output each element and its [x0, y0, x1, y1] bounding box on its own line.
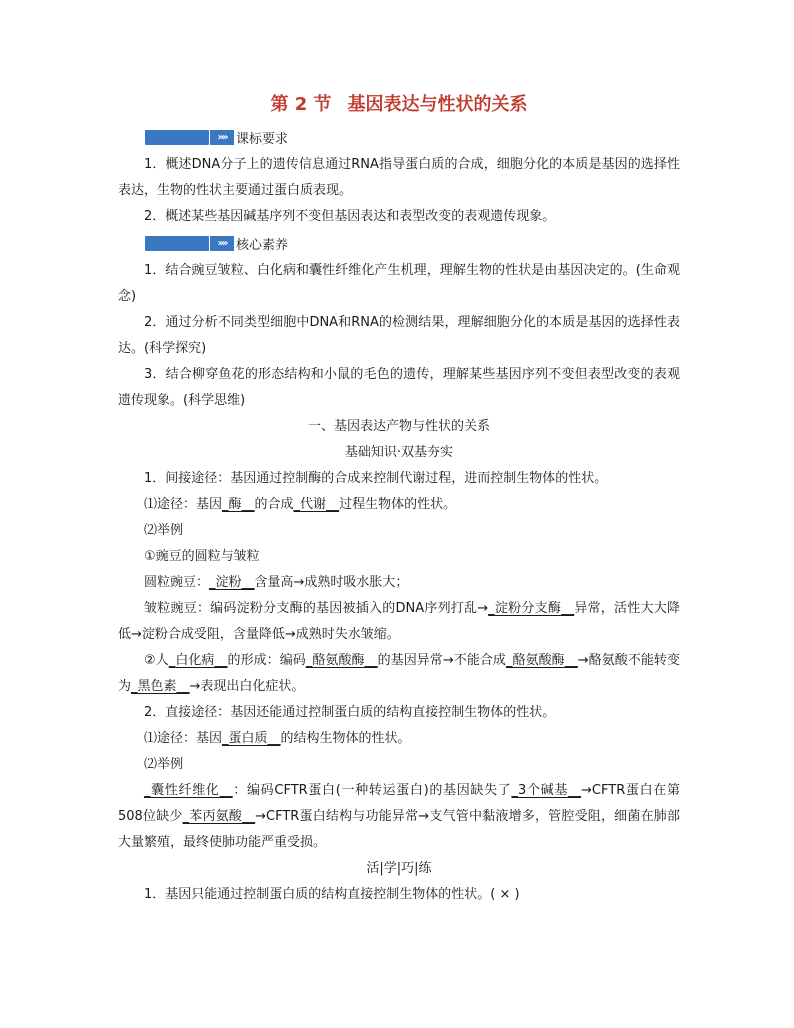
requirement-item: 1．概述DNA分子上的遗传信息通过RNA指导蛋白质的合成，细胞分化的本质是基因的选择性表达，生物的性状主要通过蛋白质表现。: [118, 157, 680, 198]
blank-answer: _酪氨酸酶__: [305, 653, 378, 668]
direct-pathway-heading: 2．直接途径：基因还能通过控制蛋白质的结构直接控制生物体的性状。: [144, 705, 556, 720]
double-chevron-icon: »»: [210, 236, 234, 251]
blank-answer: _酪氨酸酶__: [505, 653, 578, 668]
section-number: 第 2 节: [270, 94, 332, 115]
practice-heading: 活|学|巧|练: [366, 861, 432, 876]
blank-answer: _黑色素__: [131, 679, 190, 694]
text-line: ⑵举例: [144, 523, 184, 538]
text-line: ①豌豆的圆粒与皱粒: [144, 549, 260, 564]
banner-bar: [145, 236, 209, 251]
blank-answer: _酶__: [222, 497, 255, 512]
literacy-item: 3．结合柳穿鱼花的形态结构和小鼠的毛色的遗传，理解某些基因序列不变但表型改变的表观遗传现象。(科学思维): [118, 367, 680, 408]
basic-knowledge-heading: 基础知识·双基夯实: [344, 445, 454, 460]
blank-answer: _囊性纤维化__: [144, 783, 233, 798]
blank-answer: _淀粉分支酶__: [488, 601, 575, 616]
text-line: 皱粒豌豆：编码淀粉分支酶的基因被插入的DNA序列打乱→_淀粉分支酶__异常，活性大大降低→淀粉合成受阻，含量降低→成熟时失水皱缩。: [118, 601, 680, 642]
document-content: [118, 92, 680, 908]
text-line: ⑵举例: [144, 757, 184, 772]
section-title-text: 基因表达与性状的关系: [347, 94, 528, 115]
core-literacy-banner: [145, 233, 680, 253]
banner-label: 核心素养: [236, 237, 289, 253]
banner-bar: [145, 130, 209, 145]
blank-answer: _3个碱基__: [511, 783, 582, 798]
requirement-item: 2．概述某些基因碱基序列不变但基因表达和表型改变的表观遗传现象。: [144, 209, 556, 224]
double-chevron-icon: »»: [210, 130, 234, 145]
banner-label: 课标要求: [236, 131, 289, 147]
text-line: ⑴途径：基因_蛋白质__的结构生物体的性状。: [144, 731, 411, 746]
blank-answer: _淀粉__: [209, 575, 255, 590]
text-line: ②人_白化病__的形成：编码_酪氨酸酶__的基因异常→不能合成_酪氨酸酶__→酪氨酸不能转变为_黑色素__→表现出白化症状。: [118, 653, 680, 694]
blank-answer: _白化病__: [168, 653, 228, 668]
literacy-item: 1．结合豌豆皱粒、白化病和囊性纤维化产生机理，理解生物的性状是由基因决定的。(生命观念): [118, 263, 680, 304]
text-line: _囊性纤维化__：编码CFTR蛋白(一种转运蛋白)的基因缺失了_3个碱基__→CFTR蛋白在第508位缺少_苯丙氨酸__→CFTR蛋白结构与功能异常→支气管中黏液增多，管腔受阻，细菌在肺部大量繁殖，最终使肺功能严重受损。: [118, 783, 680, 850]
literacy-item: 2．通过分析不同类型细胞中DNA和RNA的检测结果，理解细胞分化的本质是基因的选择性表达。(科学探究): [118, 315, 680, 356]
subsection-heading: 一、基因表达产物与性状的关系: [307, 419, 490, 434]
section-title: [118, 92, 680, 118]
practice-question: 1．基因只能通过控制蛋白质的结构直接控制生物体的性状。( × ): [144, 887, 520, 902]
blank-answer: _代谢__: [293, 497, 340, 512]
text-line: 圆粒豌豆：_淀粉__含量高→成熟时吸水胀大；: [144, 575, 409, 590]
blank-answer: _蛋白质__: [222, 731, 281, 746]
curriculum-requirements-banner: [145, 127, 680, 147]
text-line: ⑴途径：基因_酶__的合成_代谢__过程生物体的性状。: [144, 497, 457, 512]
blank-answer: _苯丙氨酸__: [182, 809, 256, 824]
indirect-pathway-heading: 1．间接途径：基因通过控制酶的合成来控制代谢过程，进而控制生物体的性状。: [144, 471, 608, 486]
